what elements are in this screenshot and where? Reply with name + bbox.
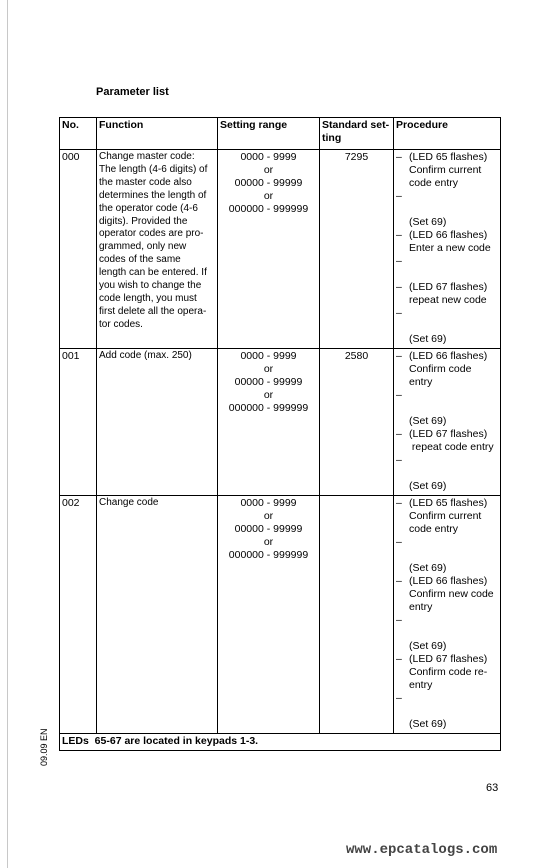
procedure-dash: – — [396, 653, 402, 665]
procedure-text: (Set 69) — [409, 216, 447, 228]
header-setting-range: Setting range — [218, 118, 320, 150]
cell-function: Add code (max. 250) — [97, 349, 218, 496]
procedure-text: (Set 69) — [409, 480, 447, 492]
procedure-dash: – — [396, 229, 402, 241]
procedure-dash — [396, 480, 409, 493]
procedure-step — [396, 229, 498, 255]
procedure-text — [409, 307, 498, 320]
procedure-dash: – — [396, 575, 402, 587]
header-function: Function — [97, 118, 218, 150]
procedure-dash: – — [396, 281, 402, 293]
procedure-step — [396, 614, 498, 627]
procedure-text — [409, 255, 498, 268]
procedure-step — [396, 562, 498, 575]
procedure-dash — [396, 640, 409, 653]
procedure-text: (Set 69) — [409, 562, 447, 574]
page-number: 63 — [486, 782, 499, 794]
procedure-text — [409, 454, 498, 467]
cell-standard-setting — [320, 496, 394, 734]
cell-no: 002 — [60, 496, 97, 734]
procedure-spacer — [396, 203, 498, 216]
table-row — [60, 150, 501, 349]
procedure-step — [396, 692, 498, 705]
table-row — [60, 496, 501, 734]
procedure-dash — [396, 562, 409, 575]
procedure-dash: – — [396, 536, 402, 548]
procedure-dash — [396, 415, 409, 428]
procedure-spacer — [396, 320, 498, 333]
procedure-spacer — [396, 402, 498, 415]
procedure-text — [409, 614, 498, 627]
procedure-step — [396, 307, 498, 320]
procedure-step — [396, 653, 498, 692]
procedure-dash: – — [396, 389, 402, 401]
cell-standard-setting: 2580 — [320, 349, 394, 496]
parameter-table — [59, 117, 501, 751]
procedure-text: (LED 67 flashes) Confirm code re- entry — [409, 653, 488, 691]
procedure-dash: – — [396, 454, 402, 466]
procedure-step — [396, 536, 498, 549]
page-heading: Parameter list — [96, 86, 169, 98]
procedure-step — [396, 190, 498, 203]
header-no: No. — [60, 118, 97, 150]
procedure-step — [396, 640, 498, 653]
procedure-step — [396, 281, 498, 307]
table-row — [60, 349, 501, 496]
procedure-spacer — [396, 467, 498, 480]
table-header-row — [60, 118, 501, 150]
procedure-step — [396, 480, 498, 493]
cell-function: Change code — [97, 496, 218, 734]
procedure-text — [409, 389, 498, 402]
table-footer-note: LEDs 65-67 are located in keypads 1-3. — [60, 734, 501, 751]
procedure-text — [409, 692, 498, 705]
procedure-dash: – — [396, 692, 402, 704]
procedure-step — [396, 151, 498, 190]
procedure-dash: – — [396, 614, 402, 626]
table-body — [60, 150, 501, 734]
procedure-step — [396, 428, 498, 454]
procedure-dash: – — [396, 497, 402, 509]
procedure-dash: – — [396, 307, 402, 319]
watermark: www.epcatalogs.com — [346, 842, 498, 858]
procedure-text: (Set 69) — [409, 333, 447, 345]
table-footer-row — [60, 734, 501, 751]
procedure-text: (LED 66 flashes) Confirm new code entry — [409, 575, 494, 613]
cell-function: Change master code: The length (4-6 digits) of the master code also determines the length of the operator code (4-6 digits). Provided the operator codes are pro- grammed, only new codes of the same length can be entered. If you wish to change the code length, you must first delete all the opera- tor codes. — [97, 150, 218, 349]
procedure-step — [396, 718, 498, 731]
left-margin-rule — [7, 0, 8, 868]
header-procedure: Procedure — [394, 118, 501, 150]
cell-standard-setting: 7295 — [320, 150, 394, 349]
procedure-text — [409, 190, 498, 203]
cell-no: 001 — [60, 349, 97, 496]
header-standard-setting: Standard set- ting — [320, 118, 394, 150]
procedure-dash: – — [396, 151, 402, 163]
procedure-dash — [396, 216, 409, 229]
cell-setting-range: 0000 - 9999 or 00000 - 99999 or 000000 - 999999 — [218, 496, 320, 734]
procedure-dash: – — [396, 255, 402, 267]
side-date-label: 09.09 EN — [39, 728, 49, 766]
procedure-text: (LED 67 flashes) repeat code entry — [409, 428, 494, 453]
procedure-dash: – — [396, 428, 402, 440]
procedure-dash: – — [396, 350, 402, 362]
cell-no: 000 — [60, 150, 97, 349]
procedure-text: (LED 66 flashes) Confirm code entry — [409, 350, 488, 388]
cell-procedure — [394, 150, 501, 349]
procedure-step — [396, 497, 498, 536]
procedure-text: (Set 69) — [409, 718, 447, 730]
procedure-text: (LED 66 flashes) Enter a new code — [409, 229, 491, 254]
procedure-step — [396, 389, 498, 402]
procedure-spacer — [396, 549, 498, 562]
procedure-text: (Set 69) — [409, 640, 447, 652]
procedure-step — [396, 216, 498, 229]
procedure-spacer — [396, 627, 498, 640]
procedure-text: (LED 65 flashes) Confirm current code entry — [409, 151, 488, 189]
procedure-step — [396, 575, 498, 614]
cell-setting-range: 0000 - 9999 or 00000 - 99999 or 000000 - 999999 — [218, 150, 320, 349]
procedure-step — [396, 454, 498, 467]
procedure-dash: – — [396, 190, 402, 202]
cell-setting-range: 0000 - 9999 or 00000 - 99999 or 000000 - 999999 — [218, 349, 320, 496]
procedure-step — [396, 255, 498, 268]
cell-procedure — [394, 496, 501, 734]
procedure-step — [396, 350, 498, 389]
procedure-step — [396, 415, 498, 428]
procedure-spacer — [396, 268, 498, 281]
procedure-text: (LED 67 flashes) repeat new code — [409, 281, 488, 306]
procedure-dash — [396, 333, 409, 346]
procedure-step — [396, 333, 498, 346]
procedure-spacer — [396, 705, 498, 718]
procedure-text — [409, 536, 498, 549]
procedure-text: (Set 69) — [409, 415, 447, 427]
procedure-text: (LED 65 flashes) Confirm current code entry — [409, 497, 488, 535]
procedure-dash — [396, 718, 409, 731]
cell-procedure — [394, 349, 501, 496]
